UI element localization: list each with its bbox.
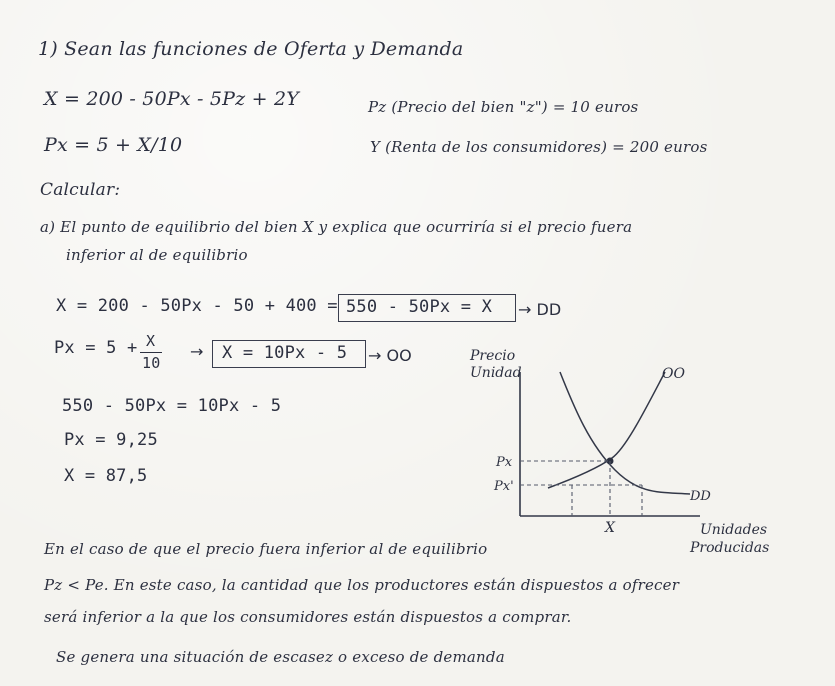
supply-substitution: Px = 5 + xyxy=(54,338,138,358)
y-axis-label-2: Unidad xyxy=(470,365,522,381)
supply-arrow-label: → OO xyxy=(368,346,412,365)
fraction-numerator: X xyxy=(146,332,156,350)
demand-result: 550 - 50Px = X xyxy=(346,297,493,317)
x-label: X xyxy=(605,520,615,536)
income-note: Y (Renta de los consumidores) = 200 euros xyxy=(370,138,708,156)
y-axis-label-1: Precio xyxy=(470,348,516,364)
demand-curve-label: DD xyxy=(690,489,711,504)
px-label: Px xyxy=(496,455,513,470)
demand-substitution: X = 200 - 50Px - 50 + 400 = xyxy=(56,296,338,316)
x-axis-label-2: Producidas xyxy=(690,540,770,556)
exercise-heading: 1) Sean las funciones de Oferta y Demanda xyxy=(38,38,464,60)
demand-arrow-label: → DD xyxy=(518,300,562,319)
fraction-denominator: 10 xyxy=(142,354,161,372)
question-a-line1: a) El punto de equilibrio del bien X y explica que ocurriría si el precio fuera xyxy=(40,218,633,236)
calcular-label: Calcular: xyxy=(40,180,121,200)
question-a-line2: inferior al de equilibrio xyxy=(66,246,248,264)
pz-note: Pz (Precio del bien "z") = 10 euros xyxy=(368,98,639,116)
answer-line-3: será inferior a la que los consumidores están dispuestos a comprar. xyxy=(44,608,572,626)
answer-line-4: Se genera una situación de escasez o exceso de demanda xyxy=(56,648,505,666)
answer-line-2: Pz < Pe. En este caso, la cantidad que los productores están dispuestos a ofrecer xyxy=(44,576,680,594)
supply-function: Px = 5 + X/10 xyxy=(44,134,183,156)
supply-curve xyxy=(548,372,665,488)
demand-function: X = 200 - 50Px - 5Pz + 2Y xyxy=(44,88,299,110)
supply-result: X = 10Px - 5 xyxy=(222,343,348,363)
supply-curve-label: OO xyxy=(662,366,685,382)
equilibrium-equation: 550 - 50Px = 10Px - 5 xyxy=(62,396,282,416)
supply-arrow-1: → xyxy=(190,342,204,361)
equilibrium-quantity: X = 87,5 xyxy=(64,466,148,486)
answer-line-1: En el caso de que el precio fuera inferior al de equilibrio xyxy=(44,540,488,558)
x-axis-label-1: Unidades xyxy=(700,522,768,538)
equilibrium-price: Px = 9,25 xyxy=(64,430,158,450)
px2-label: Px' xyxy=(494,479,514,494)
